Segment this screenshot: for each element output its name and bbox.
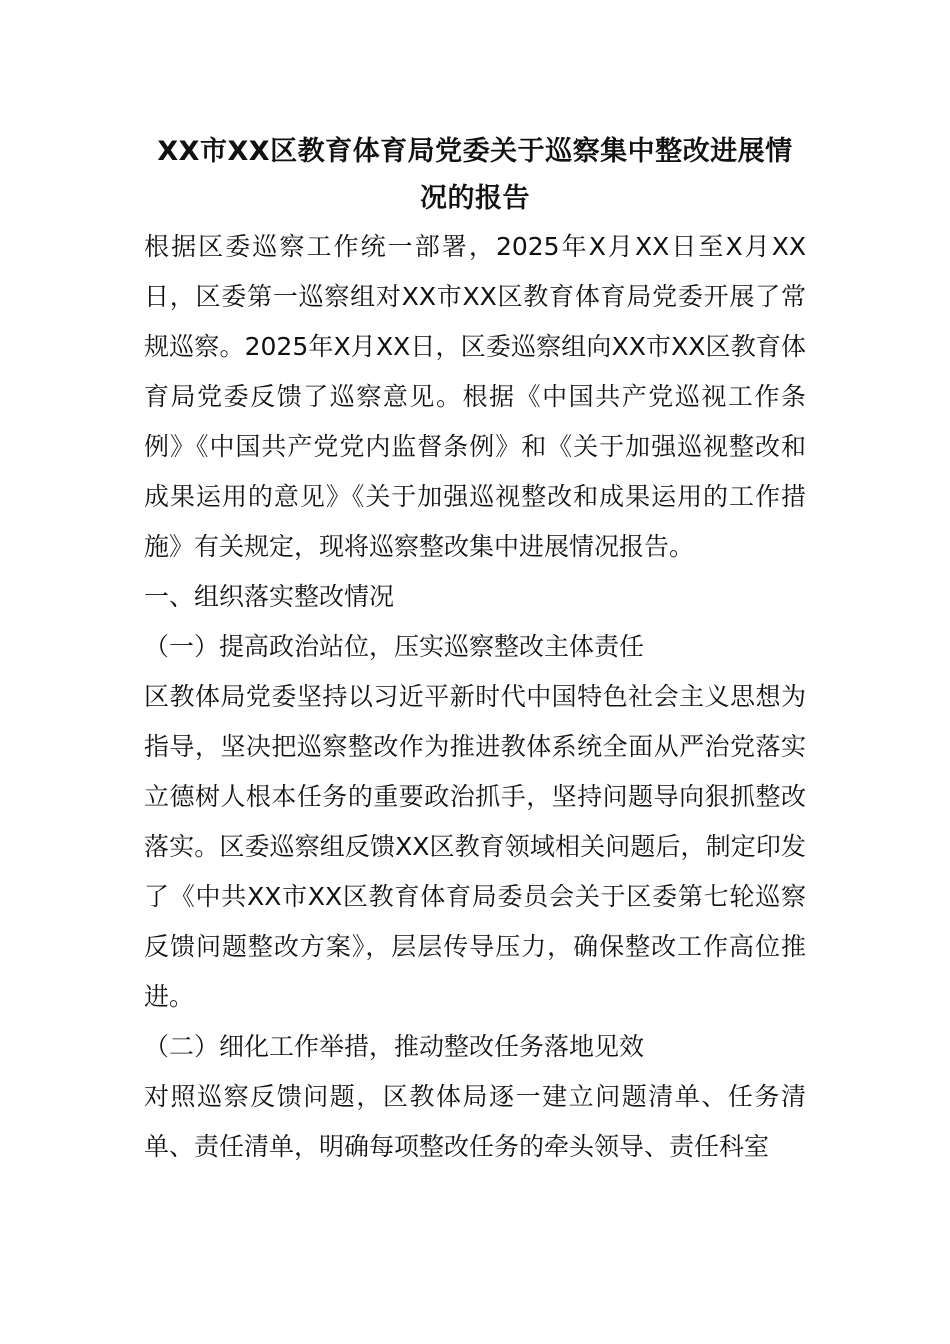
subsection-heading-2: （二）细化工作举措，推动整改任务落地见效 (144, 1032, 645, 1061)
document-content (144, 128, 806, 1172)
intro-paragraph: 根据区委巡察工作统一部署，2025年X月XX日至X月XX日，区委第一巡察组对XX市XX区教育体育局党委开展了常规巡察。2025年X月XX日，区委巡察组向XX市XX区教育体育局党委反馈了巡察意见。根据《中国共产党巡视工作条例》《中国共产党党内监督条例》和《关于加强巡视整改和成果运用的意见》《关于加强巡视整改和成果运用的工作措施》有关规定，现将巡察整改集中进展情况报告。 (144, 232, 806, 561)
section-heading: 一、组织落实整改情况 (144, 582, 395, 611)
subsection-paragraph-1: 区教体局党委坚持以习近平新时代中国特色社会主义思想为指导，坚决把巡察整改作为推进教体系统全面从严治党落实立德树人根本任务的重要政治抓手，坚持问题导向狠抓整改落实。区委巡察组反馈XX区教育领域相关问题后，制定印发了《中共XX市XX区教育体育局委员会关于区委第七轮巡察反馈问题整改方案》，层层传导压力，确保整改工作高位推进。 (144, 682, 806, 1011)
subsection-paragraph-2: 对照巡察反馈问题，区教体局逐一建立问题清单、任务清单、责任清单，明确每项整改任务的牵头领导、责任科室 (144, 1082, 806, 1161)
document-title: XX市XX区教育体育局党委关于巡察集中整改进展情况的报告 (157, 136, 793, 214)
subsection-heading-1: （一）提高政治站位，压实巡察整改主体责任 (144, 632, 645, 661)
